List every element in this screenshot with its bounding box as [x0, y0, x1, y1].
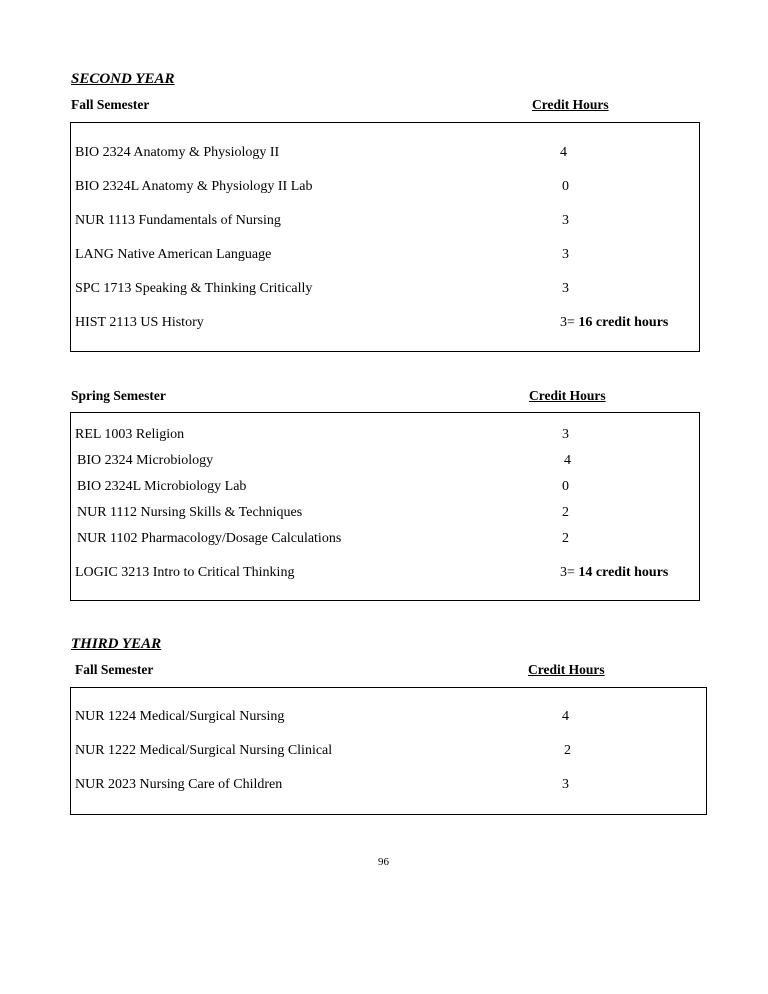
- course-credits: 2: [564, 743, 571, 758]
- credits-value: 3=: [560, 565, 575, 580]
- semester-total: 14 credit hours: [578, 565, 669, 580]
- second-year-fall-course-box: [70, 122, 700, 352]
- third-year-fall-course-box: [70, 687, 707, 815]
- course-credits: 4: [560, 145, 567, 160]
- course-name: HIST 2113 US History: [75, 315, 204, 330]
- course-name: LOGIC 3213 Intro to Critical Thinking: [75, 565, 295, 580]
- course-credits: [560, 315, 668, 331]
- second-year-spring-course-box: [70, 412, 700, 601]
- course-credits: 3: [562, 247, 569, 262]
- course-credits: 3: [562, 777, 569, 792]
- course-credits: [560, 565, 668, 581]
- course-credits: 0: [562, 479, 569, 494]
- course-name: NUR 1222 Medical/Surgical Nursing Clinical: [75, 743, 333, 758]
- second-year-fall-credit-header: Credit Hours: [532, 97, 609, 112]
- course-name: NUR 1112 Nursing Skills & Techniques: [77, 505, 303, 520]
- course-name: NUR 1224 Medical/Surgical Nursing: [75, 709, 285, 724]
- course-name: BIO 2324L Anatomy & Physiology II Lab: [75, 179, 313, 194]
- third-year-heading: THIRD YEAR: [71, 636, 162, 652]
- course-name: REL 1003 Religion: [75, 427, 185, 442]
- course-name: BIO 2324L Microbiology Lab: [77, 479, 247, 494]
- course-credits: 3: [562, 281, 569, 296]
- course-credits: 4: [564, 453, 571, 468]
- semester-total: 16 credit hours: [578, 315, 669, 330]
- course-name: NUR 1113 Fundamentals of Nursing: [75, 213, 281, 228]
- course-credits: 2: [562, 505, 569, 520]
- second-year-heading: SECOND YEAR: [71, 71, 175, 87]
- course-name: NUR 2023 Nursing Care of Children: [75, 777, 283, 792]
- course-credits: 3: [562, 427, 569, 442]
- course-name: NUR 1102 Pharmacology/Dosage Calculations: [77, 531, 342, 546]
- course-credits: 2: [562, 531, 569, 546]
- credits-value: 3=: [560, 315, 575, 330]
- third-year-fall-credit-header: Credit Hours: [528, 662, 605, 677]
- course-name: BIO 2324 Anatomy & Physiology II: [75, 145, 280, 160]
- course-credits: 4: [562, 709, 569, 724]
- course-name: BIO 2324 Microbiology: [77, 453, 214, 468]
- second-year-fall-label: Fall Semester: [71, 97, 150, 112]
- course-credits: 0: [562, 179, 569, 194]
- course-credits: 3: [562, 213, 569, 228]
- third-year-fall-label: Fall Semester: [75, 662, 154, 677]
- course-name: SPC 1713 Speaking & Thinking Critically: [75, 281, 313, 296]
- course-name: LANG Native American Language: [75, 247, 272, 262]
- second-year-spring-label: Spring Semester: [71, 388, 166, 403]
- page-number: 96: [378, 856, 389, 868]
- second-year-spring-credit-header: Credit Hours: [529, 388, 606, 403]
